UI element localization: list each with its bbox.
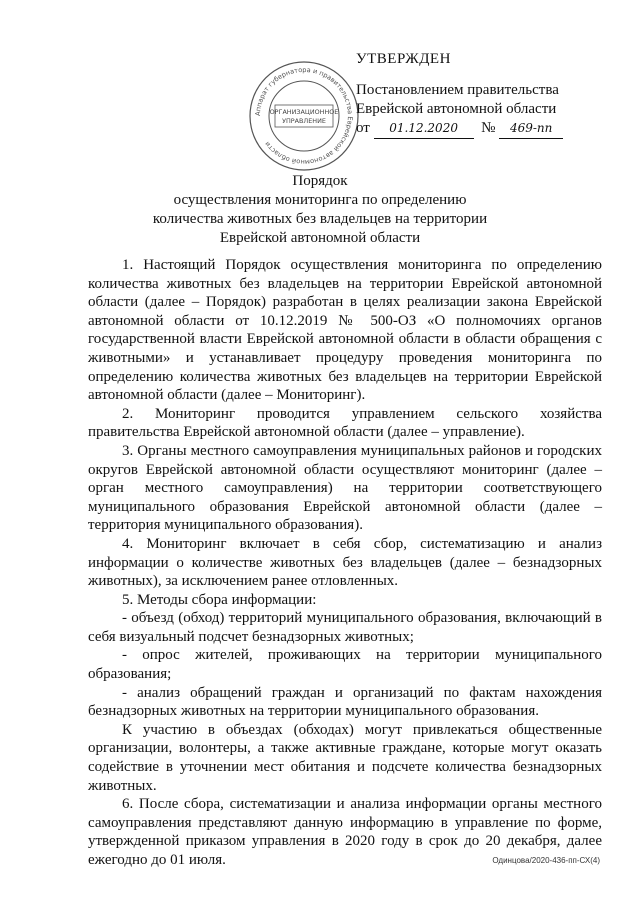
document-body bbox=[88, 256, 602, 870]
date-prefix: от bbox=[356, 120, 370, 136]
handwritten-date: 01.12.2020 bbox=[374, 119, 474, 139]
decree-line-2: Еврейской автономной области bbox=[356, 101, 557, 117]
decree-line-1: Постановлением правительства bbox=[356, 82, 559, 98]
title-line-1: Порядок bbox=[292, 173, 348, 189]
official-stamp bbox=[246, 58, 362, 174]
approval-header bbox=[356, 50, 606, 139]
paragraph-participation: К участию в объездах (обходах) могут привлекаться общественные организации, волонтеры, а также активные граждане, которые могут оказать содействие в уточнении мест обитания и подсчете количества безнадзорных животных. bbox=[88, 721, 602, 794]
paragraph-1: 1. Настоящий Порядок осуществления мониторинга по определению количества животных без владельцев на территории Еврейской автономной области (далее – Порядок) разработан в целях реализации закона Еврейской автономной области от 10.12.2019 № 500-ОЗ «О полномочиях органов государственной власти Еврейской автономной области в области обращения с животными» и устанавливает процедуру проведения мониторинга по определению количества животных без владельцев на территории Еврейской автономной области (далее – Мониторинг). bbox=[88, 257, 602, 404]
number-prefix: № bbox=[481, 120, 496, 136]
list-item-1: - объезд (обход) территорий муниципального образования, включающий в себя визуальный подсчет безнадзорных животных; bbox=[88, 610, 602, 645]
footer-document-code: Одинцова/2020-436-пп-СХ(4) bbox=[492, 856, 600, 865]
paragraph-5: 5. Методы сбора информации: bbox=[122, 591, 317, 608]
stamp-center-line2: УПРАВЛЕНИЕ bbox=[282, 117, 326, 125]
paragraph-2: 2. Мониторинг проводится управлением сельского хозяйства правительства Еврейской автономной области (далее – управление). bbox=[88, 405, 602, 441]
handwritten-number: 469-пп bbox=[499, 119, 563, 139]
document-title bbox=[120, 172, 520, 248]
paragraph-4: 4. Мониторинг включает в себя сбор, систематизацию и анализ информации о количестве животных без владельцев (далее – безнадзорных животных), за исключением ранее отловленных. bbox=[88, 535, 602, 590]
list-item-2: - опрос жителей, проживающих на территории муниципального образования; bbox=[88, 647, 602, 683]
stamp-ring-text: Аппарат губернатора и правительства Еврейской автономной области bbox=[253, 65, 355, 167]
title-line-3: количества животных без владельцев на территории bbox=[152, 211, 488, 227]
paragraph-6: 6. После сбора, систематизации и анализа информации органы местного самоуправления представляют данную информацию в управление по форме, утвержденной приказом управления в 2020 году в срок до 20 декабря, далее ежегодно до 01 июля. bbox=[88, 796, 602, 868]
title-line-4: Еврейской автономной области bbox=[219, 230, 421, 246]
approved-label: УТВЕРЖДЕН bbox=[356, 51, 451, 67]
date-line bbox=[356, 119, 606, 139]
title-line-2: осуществления мониторинга по определению bbox=[173, 192, 467, 208]
stamp-center-line1: ОРГАНИЗАЦИОННОЕ bbox=[269, 108, 339, 116]
list-item-3: - анализ обращений граждан и организаций по фактам нахождения безнадзорных животных на территории муниципального образования. bbox=[88, 684, 602, 720]
paragraph-3: 3. Органы местного самоуправления муниципальных районов и городских округов Еврейской автономной области осуществляют мониторинг (далее – орган местного самоуправления) на территории соответствующего муниципального образования Еврейской автономной области (далее – территория муниципального образования). bbox=[88, 442, 602, 534]
